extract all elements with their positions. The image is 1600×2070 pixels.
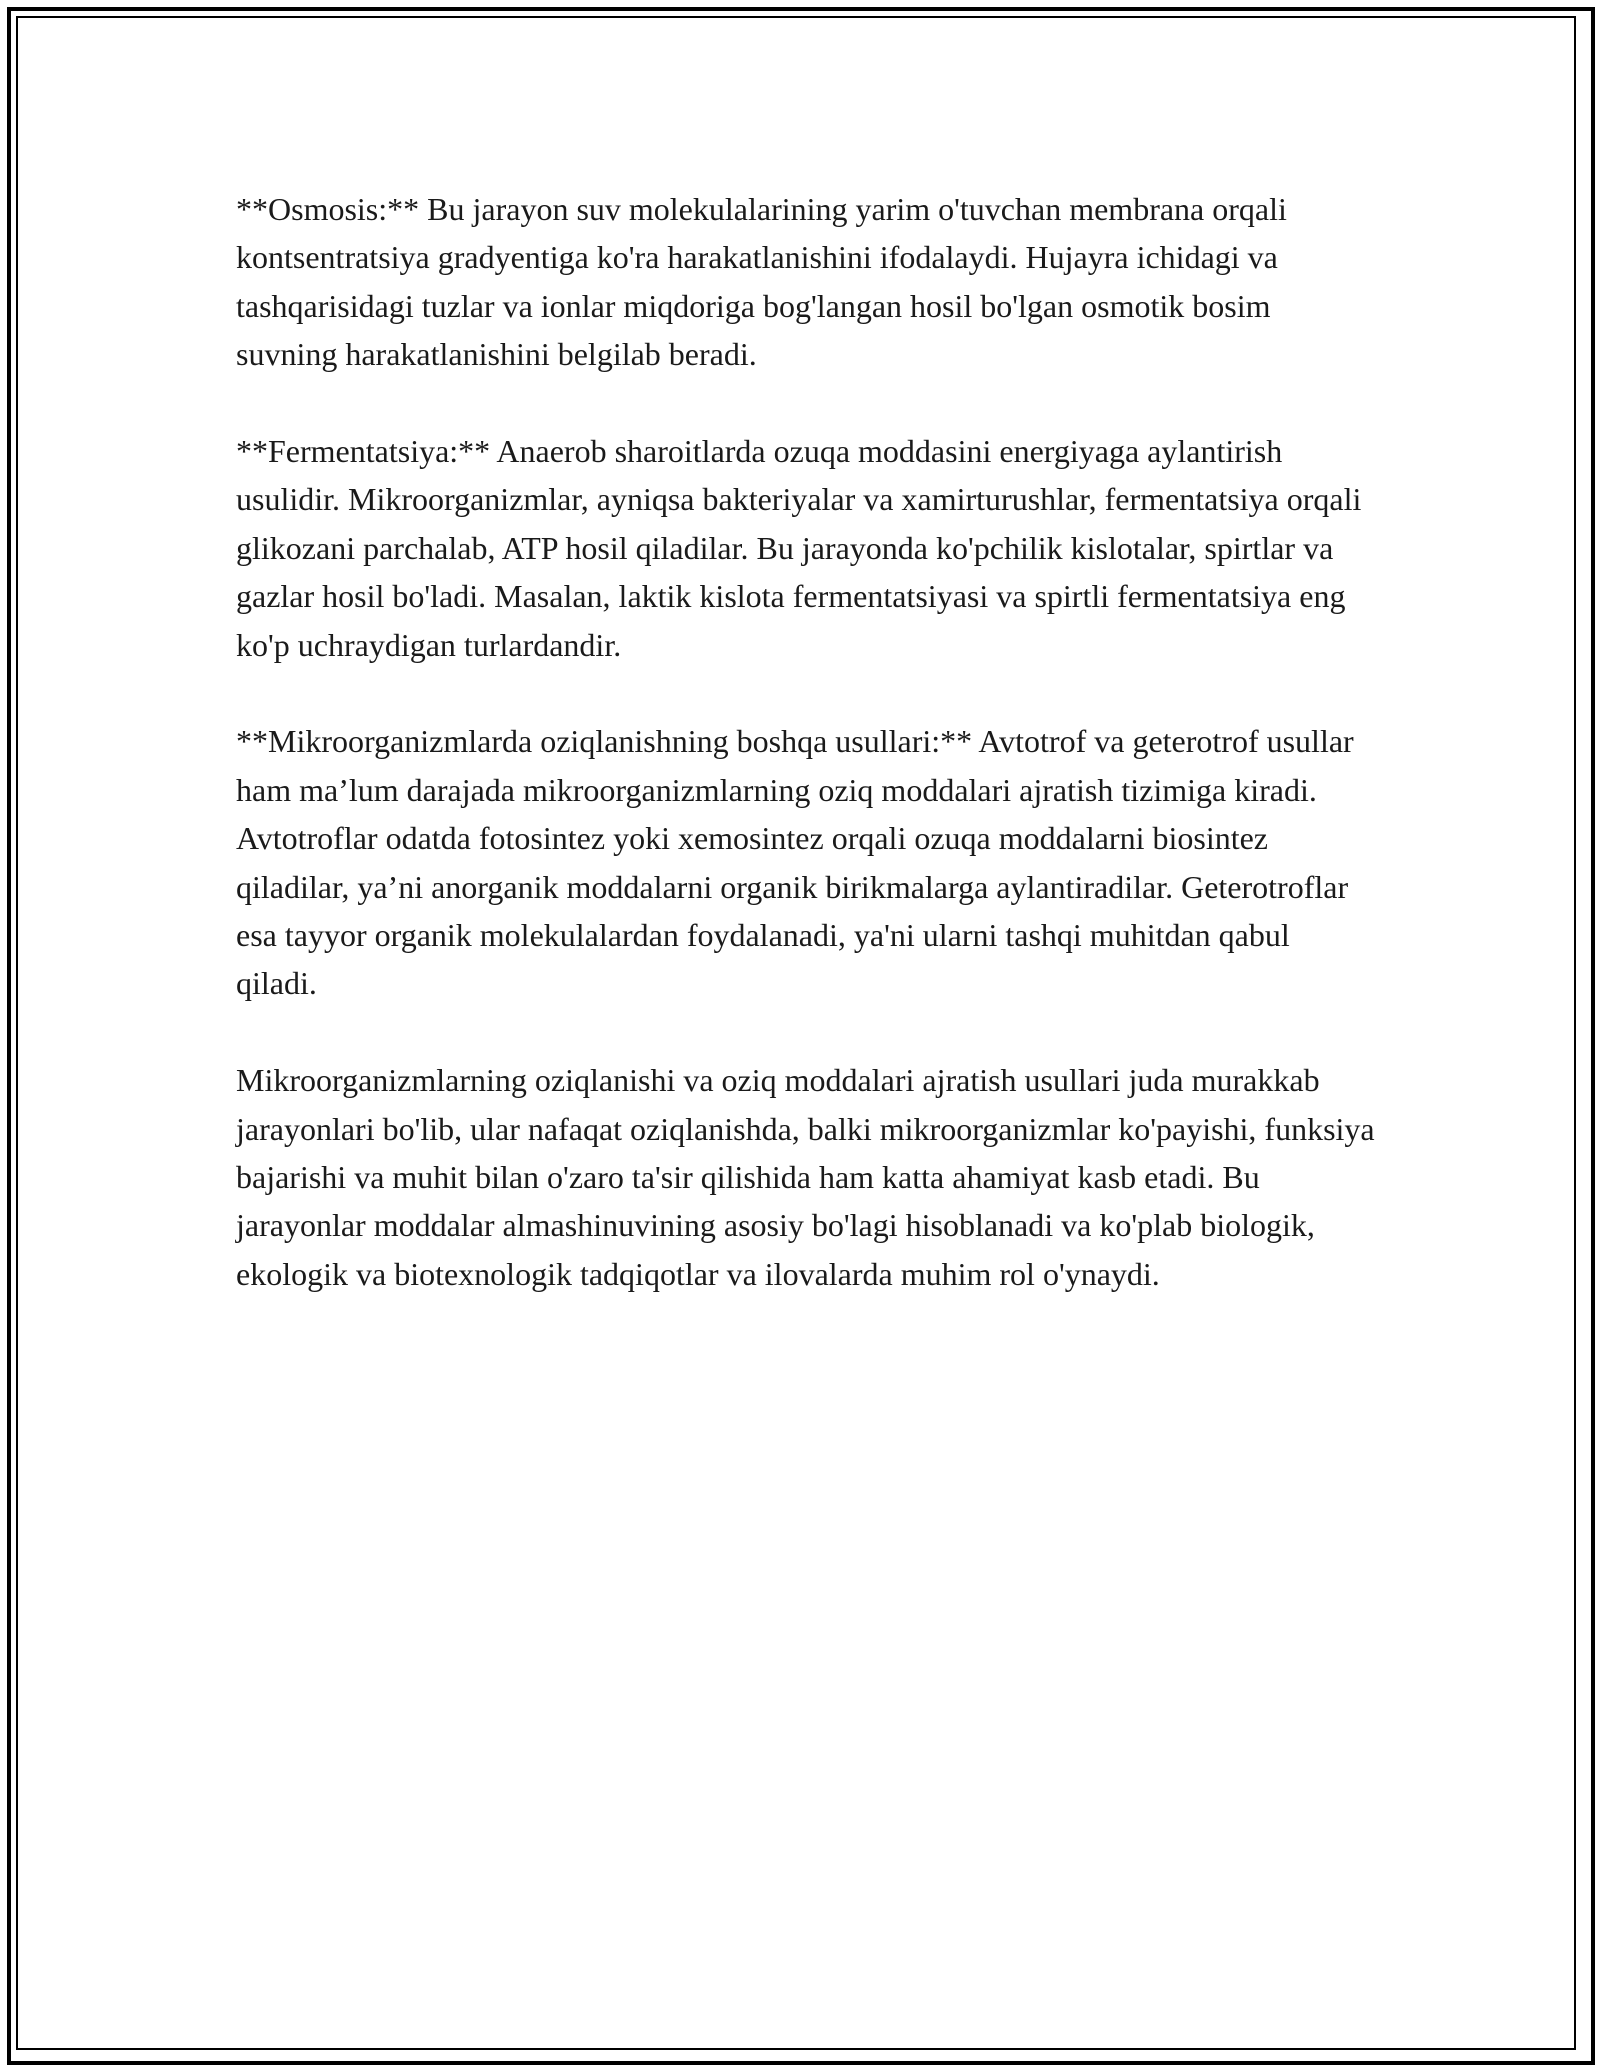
paragraph-xulosa: Mikroorganizmlarning oziqlanishi va oziq moddalari ajratish usullari juda murakkab jarayonlari bo'lib, ular nafaqat oziqlanishda, balki mikroorganizmlar ko'payishi, funksiya bajarishi va muhit bilan o'zaro ta'sir qilishida ham katta ahamiyat kasb etadi. Bu jarayonlar moddalar almashinuvining asosiy bo'lagi hisoblanadi va ko'plab biologik, ekologik va biotexnologik tadqiqotlar va ilovalarda muhim rol o'ynaydi. xyxy=(236,1062,1375,1292)
paragraph-fermentatsiya: **Fermentatsiya:** Anaerob sharoitlarda ozuqa moddasini energiyaga aylantirish usulidir. Mikroorganizmlar, ayniqsa bakteriyalar va xamirturushlar, fermentatsiya orqali glikozani parchalab, ATP hosil qiladilar. Bu jarayonda ko'pchilik kislotalar, spirtlar va gazlar hosil bo'ladi. Masalan, laktik kislota fermentatsiyasi va spirtli fermentatsiya eng ko'p uchraydigan turlardandir. xyxy=(236,433,1362,663)
paragraph-boshqa-usullar: **Mikroorganizmlarda oziqlanishning boshqa usullari:** Avtotrof va geterotrof usullar ham ma’lum darajada mikroorganizmlarning oziq moddalari ajratish tizimiga kiradi. Avtotroflar odatda fotosintez yoki xemosintez orqali ozuqa moddalarni biosintez qiladilar, ya’ni anorganik moddalarni organik birikmalarga aylantiradilar. Geterotroflar esa tayyor organik molekulalardan foydalanadi, ya'ni ularni tashqi muhitdan qabul qiladi. xyxy=(236,723,1354,1002)
document-body xyxy=(236,185,1376,1347)
paragraph-osmosis: **Osmosis:** Bu jarayon suv molekulalarining yarim o'tuvchan membrana orqali kontsentratsiya gradyentiga ko'ra harakatlanishini ifodalaydi. Hujayra ichidagi va tashqarisidagi tuzlar va ionlar miqdoriga bog'langan hosil bo'lgan osmotik bosim suvning harakatlanishini belgilab beradi. xyxy=(236,191,1287,373)
